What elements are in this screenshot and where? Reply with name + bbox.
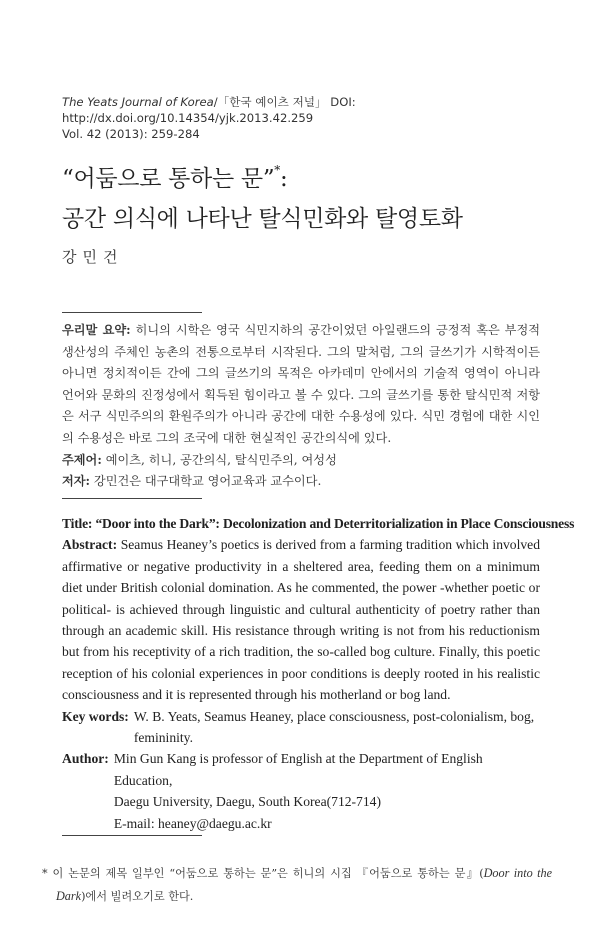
journal-name-korean: /「한국 예이츠 저널」 bbox=[213, 95, 327, 109]
journal-name: The Yeats Journal of Korea bbox=[62, 95, 214, 109]
english-author-info bbox=[62, 748, 540, 834]
author-name-korean: 강민건 bbox=[62, 248, 124, 266]
footnote-mark: * bbox=[42, 867, 48, 880]
korean-abstract bbox=[62, 320, 540, 493]
keywords-label: Key words: bbox=[62, 708, 129, 724]
author-affiliation-line-2: Daegu University, Daegu, South Korea(712-714) bbox=[113, 794, 381, 810]
english-keywords bbox=[62, 706, 540, 749]
english-abstract-section bbox=[62, 513, 575, 834]
doi-link[interactable]: DOI: http://dx.doi.org/10.14354/yjk.2013.42.259 bbox=[62, 95, 356, 125]
korean-abstract-body: 우리말 요약: 히니의 시학은 영국 식민지하의 공간이었던 아일랜드의 긍정적 혹은 부정적 생산성의 주체인 농촌의 전통으로부터 시작된다. 그의 말처럼, 그의 글쓰기가 시학적이든 아니면 정치적이든 간에 그의 글쓰기의 목적은 아카데미 안에서의 기술적 영역이 아니라 언어와 문화의 진정성에서 획득된 힘이라고 볼 수 있다. 그의 글쓰기를 통한 탈식민적 저항은 서구 식민주의의 환원주의가 아니라 공간에 대한 수용성에 있다. 식민 경험에 대한 시인의 수용성은 바로 그의 조국에 대한 현실적인 공간의식에 있다. bbox=[62, 323, 540, 445]
divider-footnote bbox=[62, 835, 202, 836]
divider-top bbox=[62, 312, 202, 313]
english-title: Title: “Door into the Dark”: Decolonization and Deterritorialization in Place Consciousness bbox=[62, 516, 575, 531]
korean-abstract-label: 우리말 요약: bbox=[62, 323, 131, 337]
volume-info: Vol. 42 (2013): 259-284 bbox=[62, 127, 200, 141]
keywords-value: W. B. Yeats, Seamus Heaney, place consciousness, post-colonialism, bog, femininity. bbox=[133, 708, 535, 746]
article-title bbox=[62, 150, 582, 239]
journal-header bbox=[62, 94, 582, 142]
title-line-1: “어둠으로 통하는 문”*: bbox=[62, 163, 288, 192]
footnote: * 이 논문의 제목 일부인 “어둠으로 통하는 문”은 히니의 시집 『어둠으로 통하는 문』(Door into the Dark)에서 빌려오기로 한다. bbox=[42, 866, 552, 903]
abstract-label: Abstract: bbox=[62, 537, 118, 553]
title-footnote-mark[interactable]: * bbox=[274, 163, 280, 177]
korean-author-info: 저자: 강민건은 대구대학교 영어교육과 교수이다. bbox=[62, 474, 322, 489]
author-label: Author: bbox=[62, 751, 109, 767]
author-affiliation-line-1: Min Gun Kang is professor of English at the Department of English Education, bbox=[113, 751, 483, 788]
title-line-2: 공간 의식에 나타난 탈식민화와 탈영토화 bbox=[62, 206, 463, 232]
english-abstract: Abstract: Seamus Heaney’s poetics is derived from a farming tradition which involved affirmative or negative productivity in a sheltered area, feeding them on a minimum diet under British colonial domination. As he commented, the power -whether poetic or political- is achieved through linguistic and cultural authenticity of poetry rather than through an academic skill. His resistance through writing is not from his reductionism but from his receptivity of a rich tradition, the so-called bog culture. Finally, this poetic reception of his colonial experiences in poor conditions is deeply rooted in his realistic consciousness and it is represented through his motherland or bog land. bbox=[62, 537, 540, 703]
author-email[interactable]: E-mail: heaney@daegu.ac.kr bbox=[113, 815, 272, 831]
korean-keywords: 주제어: 예이츠, 히니, 공간의식, 탈식민주의, 여성성 bbox=[62, 452, 337, 467]
footnote-book-title: Door into the Dark bbox=[56, 866, 552, 903]
divider-middle bbox=[62, 498, 202, 499]
citation-line bbox=[62, 94, 582, 126]
